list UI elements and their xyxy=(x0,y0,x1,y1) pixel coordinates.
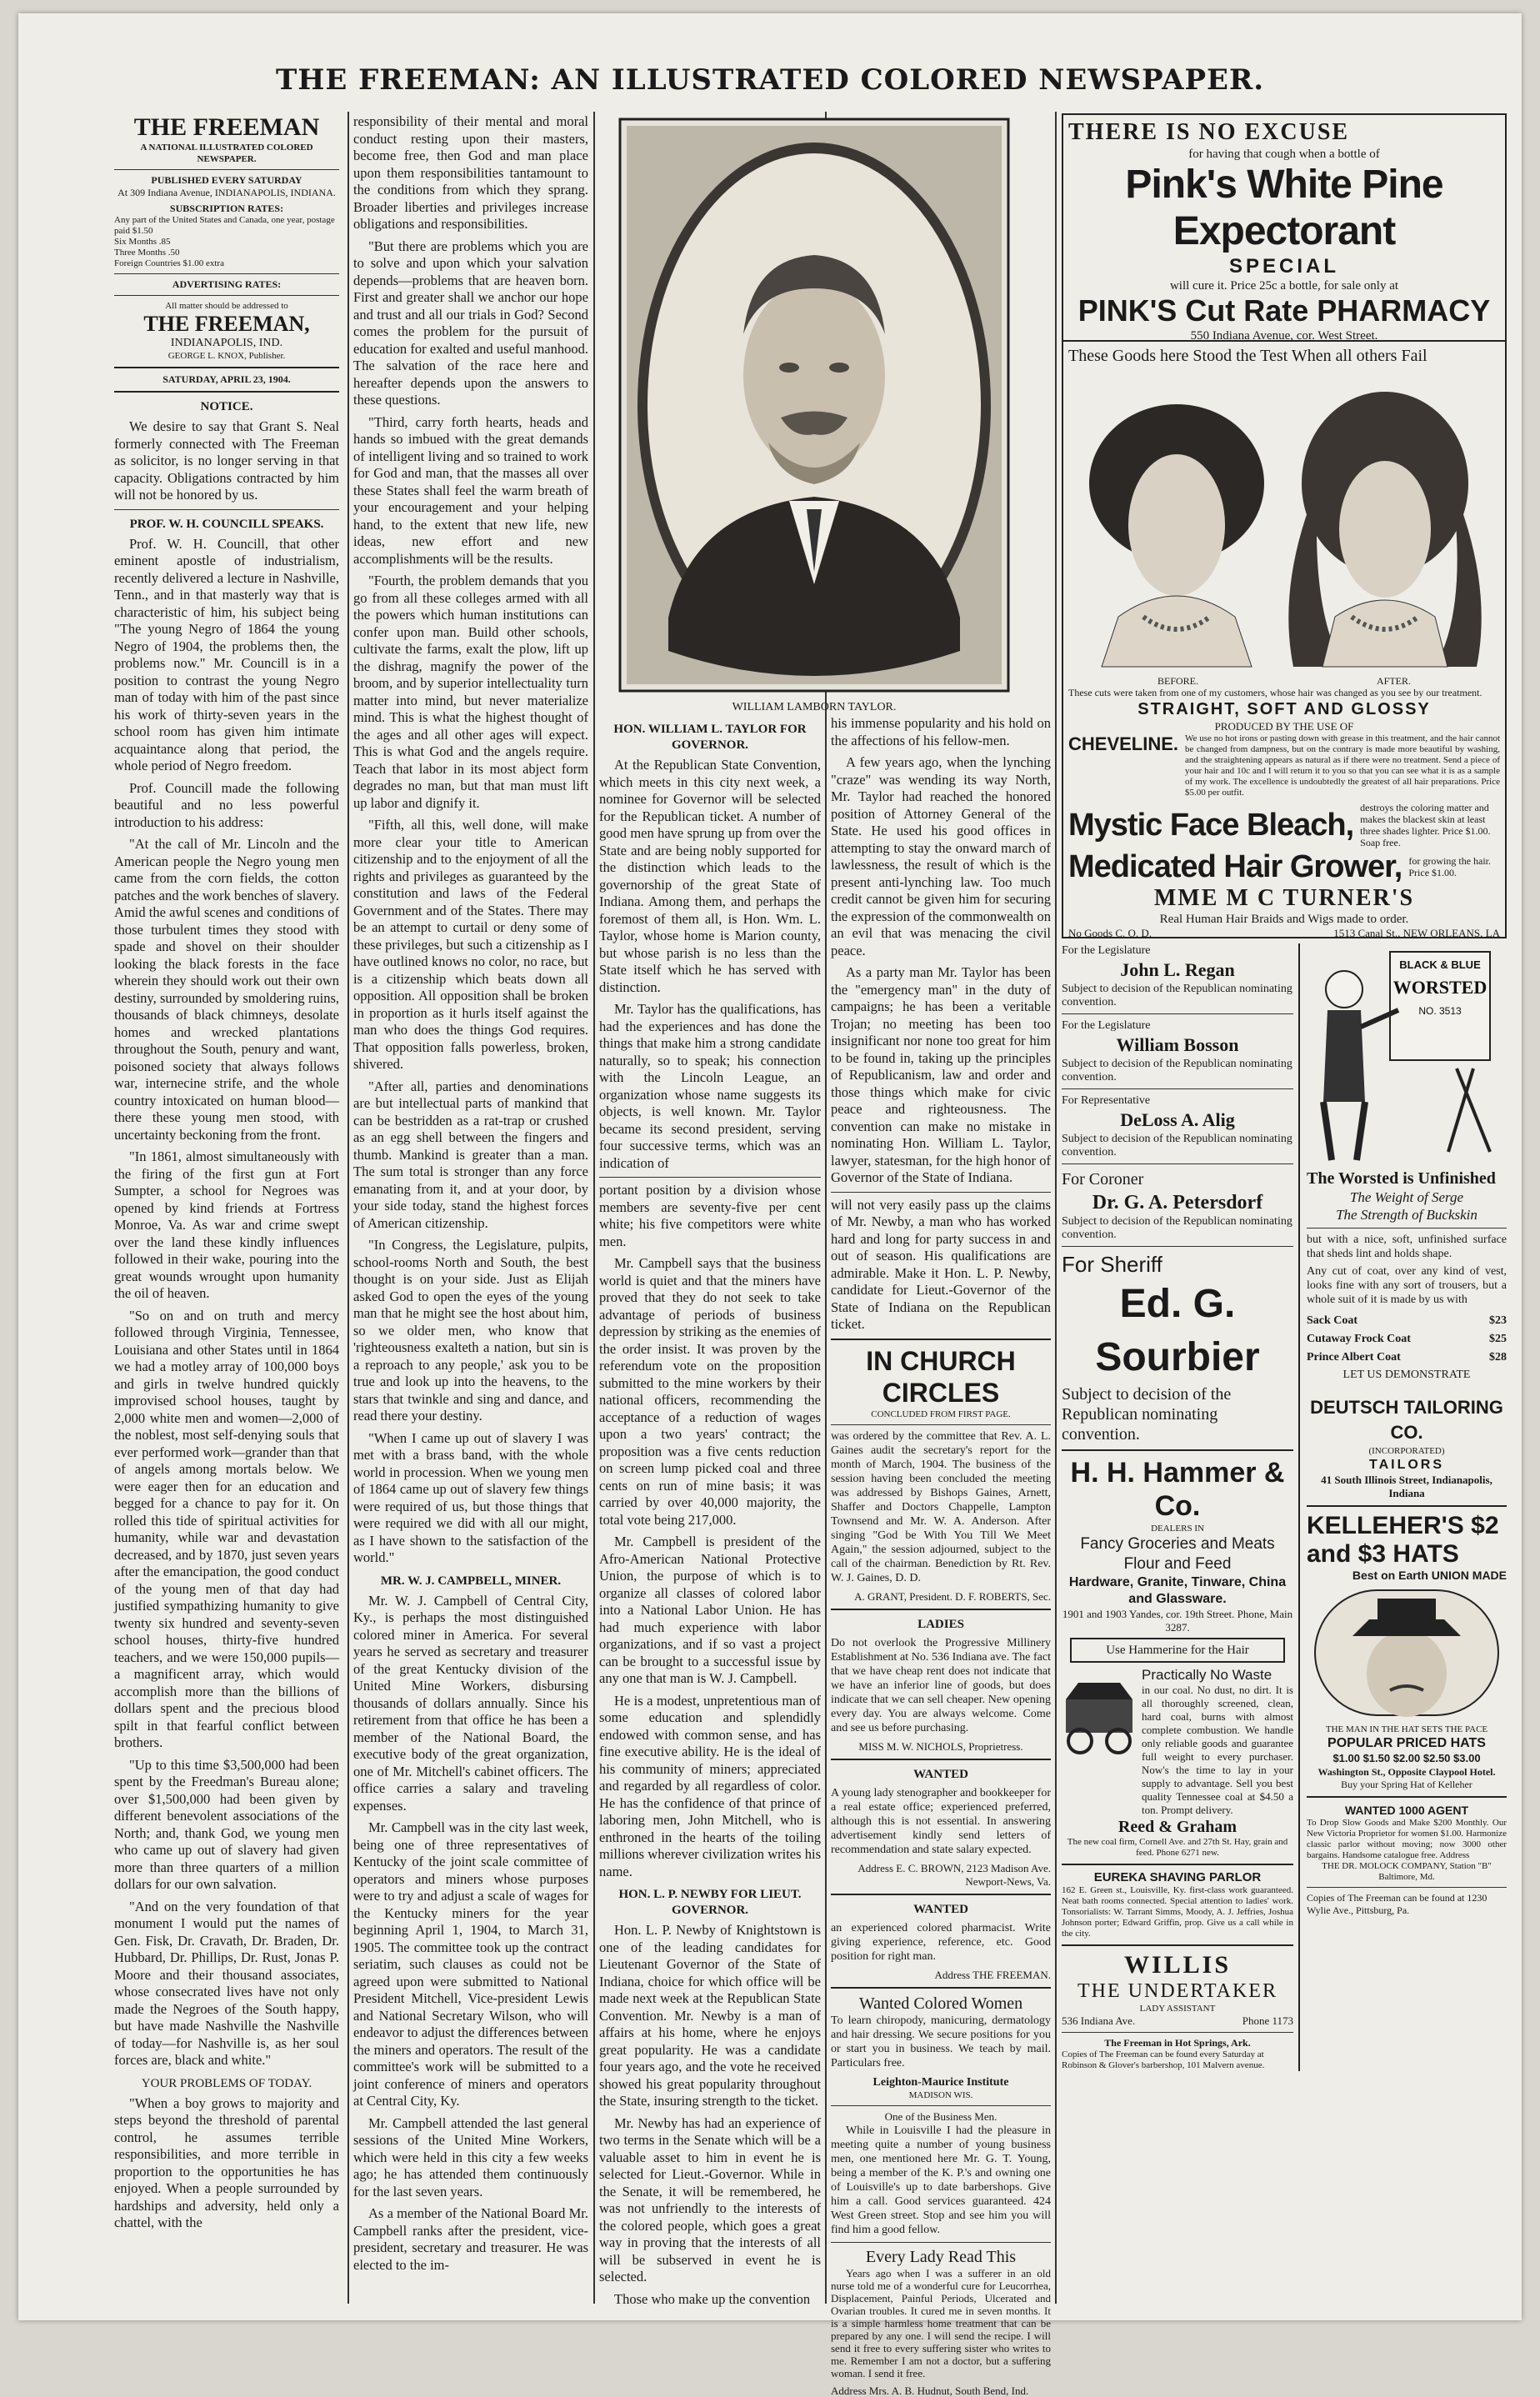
paragraph: "At the call of Mr. Lincoln and the American people the Negro young men came from the corn fields, the cotton patches and the work benches of slavery. Amid the awful scenes and conditions of those turbulent times they stood with spade and shovel on their shoulder looking the black forests in the face wherein they should work out their own destiny, surrounded by smoldering ruins, thousands of black chimneys, desolate homes and wrecked plantations throughout the South, penury and want, poisoned society that always follows war, internecine strife, and the whole country intoxicated on human blood—there these young men stood, with uncertainty beckoning from the front. xyxy=(114,836,339,1143)
publisher-line: GEORGE L. KNOX, Publisher. xyxy=(168,351,286,361)
before-label: BEFORE. xyxy=(1157,675,1198,687)
candidate-name: Ed. G. Sourbier xyxy=(1095,1282,1260,1379)
willis-phone: Phone 1173 xyxy=(1242,2014,1293,2027)
candidate-name: William Bosson xyxy=(1116,1034,1239,1055)
paragraph: As a member of the National Board Mr. Campbell ranks after the president, vice-president, secretary and treasurer. He was elected to the im- xyxy=(353,2205,588,2273)
subscription-rates: Any part of the United States and Canada, one year, postage paid $1.50 Six Months .85 Three Months .50 Foreign Countries $1.00 extra xyxy=(114,215,335,268)
kelleher-sub: Best on Earth UNION MADE xyxy=(1352,1569,1507,1582)
paper-title: THE FREEMAN xyxy=(133,113,320,141)
portrait-frame xyxy=(618,118,1010,713)
paragraph: Mr. Campbell says that the business world is quiet and that the miners have proved that they do not seek to take advantage of periods of business depression by striking as the enemies of the order insist. It was proven by the referendum vote on the proposition submitted to the mine workers by their national officers, recommending the acceptance of a reduction of wages upon a two years' contract; the proposition was a five cents reduction on screen lump picked coal and three cents on run of mine basis; it was carried by over 40,000 majority, the total vote being 217,000. xyxy=(599,1255,821,1528)
turner-sub: Real Human Hair Braids and Wigs made to order. xyxy=(1159,913,1409,926)
worsted-text-2: Any cut of coat, over any kind of vest, looks fine with any sort of trousers, but a whole suit of it is made by us with xyxy=(1307,1265,1507,1306)
price-list: Sack Coat $23 Cutaway Frock Coat $25 Prince Albert Coat $28 xyxy=(1307,1314,1507,1364)
popular-hats: POPULAR PRICED HATS xyxy=(1328,1736,1486,1750)
city-line: INDIANAPOLIS, IND. xyxy=(170,337,283,349)
business-head: One of the Business Men. xyxy=(884,2109,998,2123)
church-circles-head: IN CHURCH CIRCLES xyxy=(866,1345,1016,1408)
no-excuse-head: THERE IS NO EXCUSE xyxy=(1068,119,1350,145)
wanted-head: WANTED xyxy=(913,1902,968,1916)
demonstrate-line: LET US DEMONSTRATE xyxy=(1342,1369,1471,1381)
lower-ads xyxy=(1062,943,1507,2071)
lady-read-head: Every Lady Read This xyxy=(865,2247,1017,2266)
article-head-councill: PROF. W. H. COUNCILL SPEAKS. xyxy=(129,517,324,531)
ads-left xyxy=(1062,943,1300,2071)
hammer-line: Hardware, Granite, Tinware, China and Glassware. xyxy=(1068,1575,1287,1606)
lady-read-text: Years ago when I was a sufferer in an old nurse told me of a wonderful cure for Leucorrhea, Displacement, Painful Periods, Ulcerated and Ovarian troubles. It cured me in seven months. It is a simple harmless home treatment that can be prepared by any one. I will send the recipe. I will send it free to every suffering sister who writes to me. Remember I am not a doctor, but a suffering woman. I send it free. xyxy=(831,2266,1051,2379)
coal-wagon-icon xyxy=(1062,1666,1137,1766)
paragraph: "Up to this time $3,500,000 had been spent by the Freedman's Bureau alone; over $1,500,000 had been given by different benevolent associations of the North; and, thank God, we young men who came up out of slavery had given more than three quarters of a million dollars for our own salvation. xyxy=(114,1756,339,1892)
church-sub: CONCLUDED FROM FIRST PAGE. xyxy=(871,1409,1011,1419)
black-blue-label: BLACK & BLUE xyxy=(1399,958,1481,971)
notice-head: NOTICE. xyxy=(200,400,253,413)
hammerine-banner: Use Hammerine for the Hair xyxy=(1070,1638,1285,1663)
lady-read-signature: Address Mrs. A. B. Hudnut, South Bend, Ind. xyxy=(831,2384,1029,2397)
willis-lady: LADY ASSISTANT xyxy=(1139,2004,1216,2014)
paragraph: At the Republican State Convention, which meets in this city next week, a nominee for Governor will be selected for the Republican ticket. A number of good men have sprung up from over the State and are being nobly supported for the distinction which leads to the governorship of the great State of Indiana. Among them, and perhaps the foremost of them all, is Hon. Wm. L. Taylor, whose home is Marion county, but whose parish is no less than the State itself which he has served with distinction. xyxy=(599,757,821,995)
hammer-name: H. H. Hammer & Co. xyxy=(1070,1457,1285,1522)
candidate-name: Dr. G. A. Petersdorf xyxy=(1092,1192,1263,1214)
candidate-label: For Sheriff xyxy=(1062,1252,1162,1277)
pinks-expectorant: Pink's White Pine Expectorant xyxy=(1125,163,1443,253)
section-head: YOUR PROBLEMS OF TODAY. xyxy=(141,2076,312,2090)
kelleher-buy: Buy your Spring Hat of Kelleher xyxy=(1341,1779,1472,1790)
worsted-sign-label: WORSTED xyxy=(1392,977,1488,998)
paper-title-2: THE FREEMAN, xyxy=(143,312,310,336)
worsted-text: but with a nice, soft, unfinished surface that sheds lint and holds shape. xyxy=(1307,1234,1507,1260)
paragraph: "In Congress, the Legislature, pulpits, school-rooms North and South, the best thought is on your side. Just as Elijah asked God to open the eyes of the young man that he might see the host about him, so we older men, who know that 'righteousness exalteth a nation, but sin is a reproach to any people,' ask you to be true and look up into the heavens, to the stars that twinkle and sing and dance, and read there your destiny. xyxy=(353,1237,588,1424)
masthead: THE FREEMAN: AN ILLUSTRATED COLORED NEWSPAPER. xyxy=(275,63,1265,97)
eureka-head: EUREKA SHAVING PARLOR xyxy=(1093,1870,1262,1884)
hot-springs-text: Copies of The Freeman can be found every Saturday at Robinson & Glover's barbershop, 101 Malvern avenue. xyxy=(1062,2049,1265,2070)
kelleher-caption: THE MAN IN THE HAT SETS THE PACE xyxy=(1325,1724,1488,1734)
before-after-illustration xyxy=(1068,367,1502,675)
cheveline-text: We use no hot irons or pasting down with grease in this treatment, and the hair cannot be changed from dampness, but on the contrary is made more beautiful by washing, and the straightening appears as natural as if there were no treatment. Send a piece of your hair and 10c and I will return it to you so that you can see what it is as a sample of my work. The excellence is undoubtedly the greatest of all hair preparations. Price $5.00 per outfit. xyxy=(1185,733,1500,798)
coal-firm: Reed & Graham xyxy=(1118,1818,1238,1836)
paragraph: will not very easily pass up the claims of Mr. Newby, a man who has worked hard and long for party success in and out of season. His qualifications are admirable. Make it Hon. L. P. Newby, candidate for Lieut.-Governor of the State of Indiana on the Republican ticket. xyxy=(831,1196,1051,1332)
candidate-label: For the Legislature xyxy=(1062,944,1151,957)
coal-address: The new coal firm, Cornell Ave. and 27th St. Hay, grain and feed. Phone 6271 new. xyxy=(1067,1837,1288,1858)
no-excuse-sub: for having that cough when a bottle of xyxy=(1188,148,1380,161)
paragraph: portant position by a division whose members are seventy-five per cent white; his five competitors were white men. xyxy=(599,1182,821,1249)
business-text: While in Louisville I had the pleasure in meeting quite a number of young business men, one mentioned here Mr. G. T. Young, being a member of the K. P.'s and owning one of Louisville's up to date barbershops. Give him a call. Good services guaranteed. 424 West Green street. Stop and see him you will find him a good fellow. xyxy=(831,2124,1051,2236)
willis-sub: THE UNDERTAKER xyxy=(1078,1980,1278,2002)
willis-address: 536 Indiana Ave. xyxy=(1062,2014,1136,2027)
ladies-text: Do not overlook the Progressive Millinery Establishment at No. 536 Indiana ave. The fact that we have cheap rent does not indicate that we have an inferior line of goods, but does indicate that we can sell cheaper. New opening every day. You are always welcome. Come and see us before purchasing. xyxy=(831,1636,1051,1734)
coal-text: in our coal. No dust, no dirt. It is all thoroughly screened, clean, hard coal, burns with almost complete combustion. We handle only reliable goods and guarantee full weight to every purchaser. Now's the time to lay in your supply to advantage. Sell you best quality Tennessee coal at $4.50 a ton. Prompt delivery. xyxy=(1142,1684,1293,1816)
medicated-hair-grower: Medicated Hair Grower, xyxy=(1068,849,1402,884)
paragraph: Those who make up the convention xyxy=(614,2290,811,2307)
paragraph: He is a modest, unpretentious man of some education and splendidly endowed with common sense, and has fine executive ability. He is the ideal of his community of miners; appreciated and regarded by all regardless of color. He has the confidence of that prince of laboring men, John Mitchell, who is enthroned in the hearts of the toiling millions wherever civilization writes his name. xyxy=(599,1692,821,1879)
hammer-dealers: DEALERS IN xyxy=(1151,1524,1204,1534)
column-4 xyxy=(831,715,1051,2397)
paragraph: Mr. Taylor has the qualifications, has had the experiences and has done the things that make him a strong candidate naturally, so to speak; his connection with the Lincoln League, an organization whose name suggests its objects, is well known. Mr. Taylor became its second president, serving four successive terms, which was an indication of xyxy=(599,1001,821,1171)
candidate-label: For the Legislature xyxy=(1062,1019,1151,1032)
paragraph: "Fourth, the problem demands that you go from all these colleges armed with all the powers which human institutions can confer upon man. Build other schools, cultivate the farms, exalt the plow, lift up the dishrag, magnify the power of the broom, and by superior intellectuality turn matter into mind, but never materialize mind. This is what the highest thought of the ages and all other ages will expect. This is what God and the angels require. Teach that labor in its most abject form degrades no man, but that man must lift up labor and dignify it. xyxy=(353,573,588,811)
worsted-line: The Weight of Serge xyxy=(1349,1189,1464,1205)
straight-head: STRAIGHT, SOFT AND GLOSSY xyxy=(1138,700,1431,718)
agent-text: To Drop Slow Goods and Make $200 Monthly. Our New Victoria Proprietor for women $1.00. Harmonize classic parlor without moving; now 3000 other bargains. Handsome catalogue free. Address xyxy=(1307,1818,1507,1860)
goods-head: These Goods here Stood the Test When all others Fail xyxy=(1068,347,1428,365)
paragraph: "But there are problems which you are to solve and upon which your salvation depends—problems that are heaven born. First and greater shall we anchor our hope and trust and all our trials in God? Second comes the problem for the pursuit of education for exalted and useful manhood. The salvation of the race here and hereafter depends upon the answers to these questions. xyxy=(353,238,588,408)
wanted-text: an experienced colored pharmacist. Write giving experience, reference, etc. Good position for right man. xyxy=(831,1921,1051,1963)
worsted-line: The Strength of Buckskin xyxy=(1336,1207,1478,1223)
address-line: At 309 Indiana Avenue, INDIANAPOLIS, INDIANA. xyxy=(118,187,336,198)
cuts-text: These cuts were taken from one of my customers, whose hair was changed as you see by our treatment. xyxy=(1068,687,1482,698)
hammer-line: Flour and Feed xyxy=(1123,1555,1232,1573)
candidate-name: John L. Regan xyxy=(1120,959,1235,980)
paper-subtitle: A NATIONAL ILLUSTRATED COLORED NEWSPAPER. xyxy=(140,143,313,164)
paragraph: his immense popularity and his hold on the affections of his fellow-men. xyxy=(831,715,1051,748)
kelleher-head: KELLEHER'S $2 and $3 HATS xyxy=(1307,1512,1499,1568)
tailor-illustration xyxy=(1307,943,1507,1168)
paragraph: Mr. Newby has had an experience of two terms in the Senate which will be a valuable asset to him in event he is selected for Lieut.-Governor. While in the Senate, it will be remembered, he was not unfriendly to the interests of the colored people, which goes a great way in proving that the interests of all will be subserved in event he is selected. xyxy=(599,2114,821,2284)
coal-head: Practically No Waste xyxy=(1142,1667,1272,1683)
portrait-image xyxy=(618,118,1010,693)
wanted-head: WANTED xyxy=(913,1767,968,1781)
cod-note: No Goods C. O. D. xyxy=(1068,927,1152,939)
deutsch-incorporated: (INCORPORATED) xyxy=(1368,1446,1445,1456)
column-2 xyxy=(353,113,588,2279)
paragraph: Mr. Campbell attended the last general sessions of the United Mine Workers, which were held in this city a few weeks ago; he has attended them continuously for the last seven years. xyxy=(353,2114,588,2199)
willis-head: WILLIS xyxy=(1123,1951,1232,1979)
deutsch-tailors: TAILORS xyxy=(1368,1458,1445,1472)
article-head-taylor: HON. WILLIAM L. TAYLOR FOR GOVERNOR. xyxy=(613,723,807,752)
ads-right xyxy=(1300,943,1507,2071)
paragraph: "When a boy grows to majority and steps beyond the threshold of parental control, he assumes terrible responsibilities, and more terrible in proportion to the opportunities he has enjoyed. When a people surrounded by hardships and adversity, held only a chattel, with the xyxy=(114,2094,339,2230)
pinks-ad xyxy=(1062,113,1507,342)
agent-head: WANTED 1000 AGENT xyxy=(1344,1804,1469,1817)
column-5-ads xyxy=(1062,113,1507,2314)
produced-line: PRODUCED BY THE USE OF xyxy=(1214,720,1354,733)
pinks-pharmacy: PINK'S Cut Rate PHARMACY xyxy=(1078,293,1491,328)
cheveline-name: CHEVELINE. xyxy=(1068,733,1179,754)
candidate-note: Subject to decision of the Republican nominating convention. xyxy=(1062,1058,1292,1083)
paragraph: Prof. Councill made the following beautiful and no less powerful introduction to his address: xyxy=(114,779,339,830)
paragraph: "Third, carry forth hearts, heads and hands so imbued with the great demands of intelligent living and so trained to work for God and man, that the masses all over these States shall feel the warm breath of your encouragement and your helping hand, to the extent that new life, new ideas, new effort and new accomplishments will be the results. xyxy=(353,413,588,567)
special-label: SPECIAL xyxy=(1228,255,1339,278)
wanted-signature: Address E. C. BROWN, 2123 Madison Ave. Newport-News, Va. xyxy=(858,1861,1051,1888)
church-signature: A. GRANT, President. D. F. ROBERTS, Sec. xyxy=(854,1589,1051,1603)
turner-address: 1513 Canal St., NEW ORLEANS, LA xyxy=(1333,927,1500,939)
issue-date: SATURDAY, APRIL 23, 1904. xyxy=(162,373,291,385)
turner-name: MME M C TURNER'S xyxy=(1153,885,1415,911)
turner-hair-ad xyxy=(1062,342,1507,938)
paragraph: Mr. W. J. Campbell of Central City, Ky., is perhaps the most distinguished colored miner in America. For several years he served as secretary and treasurer of the great Kentucky division of the United Mine Workers, disbursing thousands of dollars annually. Since his retirement from that office he has been a member of the National Board, the executive body of the great organization, one of Mr. Mitchell's cabinet officers. The office carries a salary and traveling expenses. xyxy=(353,1592,588,1814)
wanted-text: A young lady stenographer and bookkeeper for a real estate office; experienced preferred, although this is not essential. In answering advertisement kindly send letters of recommendation and state salary expected. xyxy=(831,1786,1051,1856)
special-sub: will cure it. Price 25c a bottle, for sale only at xyxy=(1169,279,1399,293)
before-after-labels xyxy=(1068,675,1500,687)
portrait-caption: WILLIAM LAMBORN TAYLOR. xyxy=(732,701,897,713)
institute-name: Leighton-Maurice Institute xyxy=(872,2075,1009,2089)
wanted-women-text: To learn chiropody, manicuring, dermatology and hair dressing. We secure positions for you or start you in business. We teach by mail. Particulars free. xyxy=(831,2014,1051,2069)
hat-prices: $1.00 $1.50 $2.00 $2.50 $3.00 xyxy=(1332,1752,1481,1764)
mystic-face-bleach: Mystic Face Bleach, xyxy=(1068,808,1354,843)
column-rule xyxy=(593,112,595,2304)
hammer-line: Fancy Groceries and Meats xyxy=(1080,1535,1275,1553)
candidate-note: Subject to decision of the Republican nominating convention. xyxy=(1062,1215,1292,1241)
addressed-to: All matter should be addressed to xyxy=(165,301,288,311)
column-1 xyxy=(114,113,339,2237)
column-rule xyxy=(1055,112,1057,2304)
ladies-head: LADIES xyxy=(918,1617,964,1631)
paragraph: "And on the very foundation of that monument I would put the names of Gen. Fisk, Dr. Cravath, Dr. Braden, Dr. Hubbard, Dr. Phillips, Dr. Rust, Jonas P. Moore and their thousand associates, whose consecrated lives have not only made the Negroes of the South happy, but have made Nashville the Nashville of today—for Nashville is, as her soul forces are, black and white." xyxy=(114,1898,339,2068)
advertising-head: ADVERTISING RATES: xyxy=(172,278,282,290)
paragraph: Mr. Campbell is president of the Afro-American National Protective Union, the purpose of which is to organize all classes of colored labor into a National Labor Union. He has had much experience with labor organizations, and if so vast a project can be brought to a successful issue by any one that man is W. J. Campbell. xyxy=(599,1534,821,1686)
article-head-newby: HON. L. P. NEWBY FOR LIEUT. GOVERNOR. xyxy=(618,1888,802,1917)
wanted-signature: Address THE FREEMAN. xyxy=(934,1968,1051,1981)
kelleher-address: Washington St., Opposite Claypool Hotel. xyxy=(1318,1766,1496,1778)
mystic-note: destroys the coloring matter and makes the blackest skin at least three shades lighter. Price $1.00. Soap free. xyxy=(1360,802,1491,848)
pittsburg-text: Copies of The Freeman can be found at 1230 Wylie Ave., Pittsburg, Pa. xyxy=(1307,1892,1488,1916)
deutsch-address: 41 South Illinois Street, Indianapolis, Indiana xyxy=(1321,1474,1492,1499)
hot-springs-head: The Freeman in Hot Springs, Ark. xyxy=(1104,2037,1251,2049)
hat-man-illustration xyxy=(1307,1582,1507,1724)
candidate-note: Subject to decision of the Republican nominating convention. xyxy=(1062,1133,1292,1158)
paragraph: "After all, parties and denominations are but intellectual parts of mankind that can be bestridden as a rat-trap or crushed as an egg shell between the fingers and thumb. Mankind is greater than a man. The sum total is stronger than any force emanating from it, and at your door, by your side today, stand the highest forces of American citizenship. xyxy=(353,1078,588,1231)
paragraph: A few years ago, when the lynching "craze" was wending its way North, Mr. Taylor had reached the honored position of Attorney General of the State. He used his good offices in attempting to stay the onward march of lawlessness, the result of which is the present anti-lynching law. Too much credit cannot be given him for securing the expression of the commonwealth on an evil that was menacing the civil peace. xyxy=(831,754,1051,958)
paragraph: responsibility of their mental and moral conduct resting upon their masters, become free, then God and man place upon them responsibilities tantamount to the conditions from which they sprang. Broader liberties and privileges increase obligations and responsibilities. xyxy=(353,113,588,232)
subscription-head: SUBSCRIPTION RATES: xyxy=(169,203,284,214)
worsted-head: The Worsted is Unfinished xyxy=(1307,1169,1496,1188)
deutsch-name: DEUTSCH TAILORING CO. xyxy=(1310,1397,1503,1443)
paragraph: Prof. W. H. Councill, that other eminent apostle of industrialism, recently delivered a lecture in Nashville, Tenn., and in that masterly way that is characteristic of him, his subject being "The young Negro of 1864 the young Negro of 1904, the problems then, the problems now." Mr. Councill is in a position to contrast the young Negro man of today with him of the past since his work of thirty-seven years in the school room has given him intimate acquaintance along that period, the whole period of Negro freedom. xyxy=(114,535,339,773)
pharmacy-address: 550 Indiana Avenue, cor. West Street. xyxy=(1190,329,1378,343)
candidate-note: Subject to decision of the Republican nominating convention. xyxy=(1062,983,1292,1008)
candidate-label: For Representative xyxy=(1062,1094,1151,1107)
eureka-text: 162 E. Green st., Louisville, Ky. first-class work guaranteed. Neat bath rooms connected. Special attention to ladies' work. Tonsorialists: W. Tarrant Simms, Moody, A. J. Jeffries, Joshua Johnson porter; Edward Griffin, prop. Give us a call while in the city. xyxy=(1062,1885,1293,1939)
paragraph: "When I came up out of slavery I was met with a brass band, with the whole world in procession. When we young men of 1864 came up out of slavery few things were required of us, but those things that were required we did with all our might, as I have shown to the satisfaction of the world." xyxy=(353,1429,588,1565)
grower-note: for growing the hair. Price $1.00. xyxy=(1408,855,1492,878)
notice-text: We desire to say that Grant S. Neal formerly connected with The Freeman as solicitor, is no longer serving in that capacity. Obligations contracted by him will not be honored by us. xyxy=(114,418,339,503)
institute-city: MADISON WIS. xyxy=(908,2089,973,2100)
paragraph: "So on and on truth and mercy followed through Virginia, Tennessee, Louisiana and other States until in 1864 we had a motley array of 100,000 boys and girls in twelve hundred quickly improvised school houses, taught by 2,000 white men and women—2,000 of the noblest, most self-denying souls that ever performed work—grander than that of angels among mortals below. We were eager then for an education and begged for a chance to pay for it. On rolled this tide of spiritual activities for humanity, while war and devastation decreased, and by 1870, just seven years after the emancipation, the good conduct of the young men of that day had justified sympathizing humanity to give twenty six hundred and seventy-seven school houses, thirty-five hundred teachers, and we were 150,000 pupils—a magnificent array, which would accomplish more than the billions of dollars spent and the precious blood spilt in that fearful conflict between brothers. xyxy=(114,1307,339,1750)
paragraph: "In 1861, almost simultaneously with the firing of the first gun at Fort Sumpter, a school for Negroes was opened by kind friends at Fortress Monroe, Va. As war and crime swept over the land these kindly influences followed in their wake, pouring into the great wounds wrought upon humanity the oil of heaven. xyxy=(114,1148,339,1301)
candidate-label: For Coroner xyxy=(1062,1170,1144,1188)
ladies-signature: MISS M. W. NICHOLS, Proprietress. xyxy=(858,1739,1023,1753)
agent-signature: THE DR. MOLOCK COMPANY, Station "B" Baltimore, Md. xyxy=(1322,1861,1492,1882)
paragraph: "Fifth, all this, well done, will make more clear your title to American citizenship and to the enjoyment of all the rights and privileges as guaranteed by the constitution and laws of the Federal Government and of the States. There may be an attempt to curtail or deny some of these privileges, but such a citizenship as I have outlined knows no color, no race, but is a citizenship which beats down all opposition. All opposition shall be broken in proportion as it hurls itself against the man who does the things God requires. That opposition falls powerless, broken, shivered. xyxy=(353,817,588,1072)
column-3 xyxy=(599,715,821,2313)
newspaper-page xyxy=(18,13,1522,2397)
wanted-women-head: Wanted Colored Women xyxy=(858,1994,1023,2013)
paragraph: Hon. L. P. Newby of Knightstown is one of the leading candidates for Lieutenant Governor of the State of Indiana, choice for which office will be made next week at the Republican State Convention. Mr. Newby is a man of affairs at his home, where he enjoys great popularity. He was a candidate four years ago, and the vote he received showed his great popularity throughout the State, insuring strength to the ticket. xyxy=(599,1922,821,2109)
no-3513-label: NO. 3513 xyxy=(1418,1005,1462,1017)
article-head-campbell: MR. W. J. CAMPBELL, MINER. xyxy=(380,1574,562,1588)
after-label: AFTER. xyxy=(1376,675,1411,687)
paragraph: Mr. Campbell was in the city last week, being one of three representatives of Kentucky of the joint scale committee of operators and miners whose purposes were to try and adjust a scale of wages for the Kentucky miners for the year beginning April 1, 1904, to March 31, 1905. The committee took up the contract seriatim, such clauses as could not be agreed upon were submitted to National President Mitchell, Vice-president Lewis and National Secretary Wilson, who will endeavor to adjust the differences between the miners and operators. The result of the committee's work will be submitted to a joint conference of miners and operators at Central City, Ky. xyxy=(353,1819,588,2109)
column-rule xyxy=(348,112,349,2304)
paragraph: As a party man Mr. Taylor has been the "emergency man" in the duty of campaigns; he has been a veritable Trojan; no meeting has been too insignificant nor none too great for him to be found in, taking up the principles of Republicanism, law and order and those things which make for civic peace and righteousness. The convention can make no mistake in nominating Hon. William L. Taylor, lawyer, statesman, for the high honor of Governor of the State of Indiana. xyxy=(831,964,1051,1185)
hammer-address: 1901 and 1903 Yandes, cor. 19th Street. Phone, Main 3287. xyxy=(1062,1608,1293,1634)
candidate-note: Subject to decision of the Republican nominating convention. xyxy=(1062,1385,1232,1444)
candidate-name: DeLoss A. Alig xyxy=(1120,1109,1235,1130)
church-text: was ordered by the committee that Rev. A. L. Gaines audit the secretary's report for the month of March, 1904. The business of the session having been concluded the meeting was addressed by Bishops Gaines, Arnett, Shaffer and Doctors Chappelle, Lampton Townsend and Mr. W. A. Anderson. After singing "God be With You Till We Meet Again," the session adjourned, subject to the call of the chairman. Benediction by Rt. Rev. W. J. Gaines, D. D. xyxy=(831,1429,1051,1584)
published-line: PUBLISHED EVERY SATURDAY xyxy=(151,174,302,186)
